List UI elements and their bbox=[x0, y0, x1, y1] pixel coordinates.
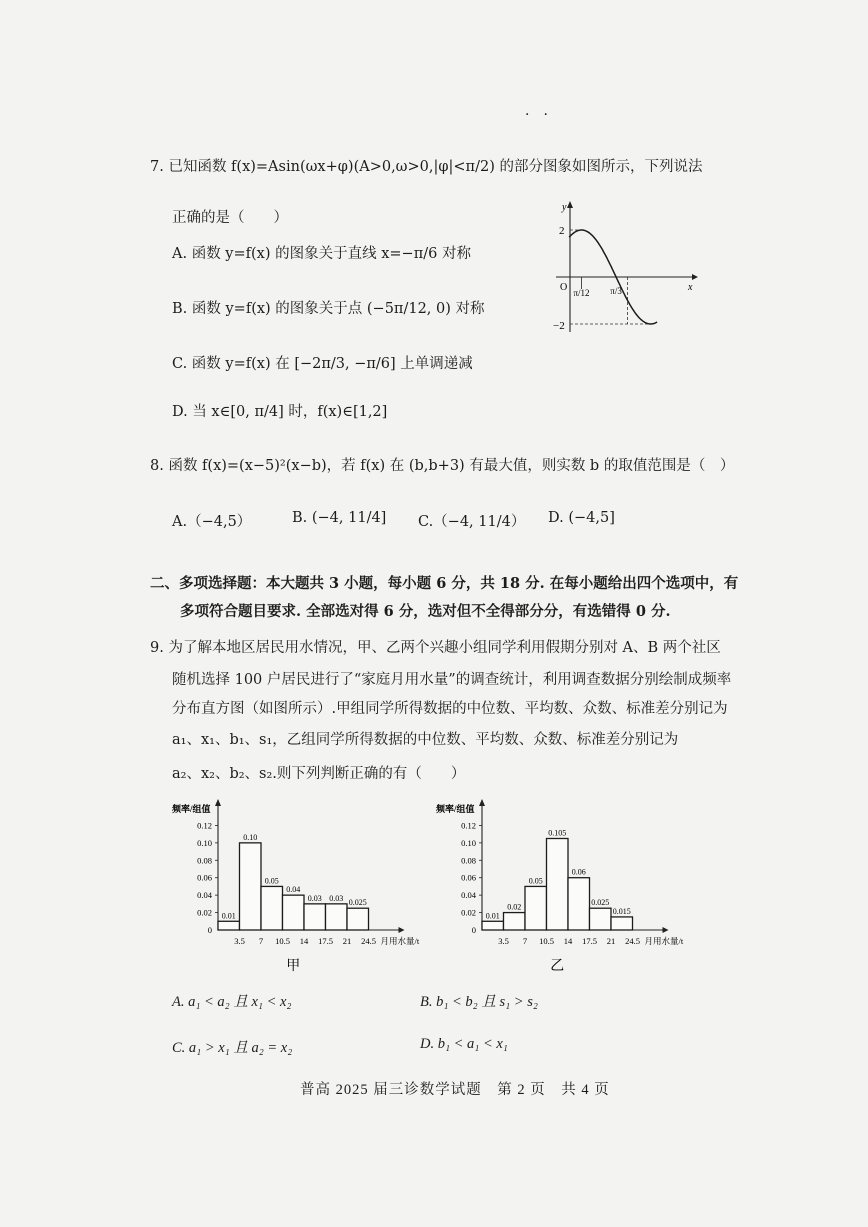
bar-value-label: 0.105 bbox=[548, 828, 567, 838]
bar-value-label: 0.015 bbox=[612, 906, 631, 916]
q8-option-d[interactable]: D. (−4,5] bbox=[548, 510, 615, 526]
x-tick-label: 21 bbox=[606, 936, 616, 946]
x-tick-label: 24.5 bbox=[361, 936, 376, 946]
q9-option-a[interactable]: A. a₁ < a₂ 且 x₁ < x₂ bbox=[172, 994, 292, 1010]
bar-value-label: 0.04 bbox=[286, 885, 301, 895]
bar-value-label: 0.03 bbox=[307, 893, 322, 903]
section-two-instructions: 多项符合题目要求. 全部选对得 6 分，选对但不全得部分分，有选错得 0 分. bbox=[180, 603, 671, 620]
y-tick-label: 0.02 bbox=[197, 907, 212, 918]
origin-label: O bbox=[560, 282, 568, 293]
q9-stem-line-1: 9. 为了解本地区居民用水情况，甲、乙两个兴趣小组同学利用假期分别对 A、B 两个社区 bbox=[150, 640, 721, 656]
x-tick-label: 3.5 bbox=[498, 936, 509, 946]
y-axis-arrow-icon bbox=[479, 799, 485, 806]
histogram-bar bbox=[525, 886, 547, 930]
y-axis-arrow-icon bbox=[567, 201, 573, 208]
histogram-bar bbox=[218, 921, 240, 930]
histogram-bar bbox=[611, 917, 633, 930]
histogram-bar bbox=[326, 904, 348, 930]
q7-option-c[interactable]: C. 函数 y=f(x) 在 [−2π/3, −π/6] 上单调递减 bbox=[172, 356, 473, 372]
x-tick-label: 24.5 bbox=[625, 936, 640, 946]
bar-value-label: 0.025 bbox=[348, 898, 367, 908]
x-tick-label: 17.5 bbox=[318, 936, 333, 946]
x-tick-label-pi-over-12: π/12 bbox=[573, 288, 590, 298]
q7-option-d[interactable]: D. 当 x∈[0, π/4] 时，f(x)∈[1,2] bbox=[172, 404, 388, 420]
x-tick-label: 7 bbox=[522, 936, 528, 946]
bar-value-label: 0.01 bbox=[485, 911, 500, 921]
q9-stem-line-2: 随机选择 100 户居民进行了“家庭月用水量”的调查统计，利用调查数据分别绘制成频率 bbox=[172, 672, 732, 688]
y-tick-label: 0.06 bbox=[197, 872, 212, 883]
bar-value-label: 0.025 bbox=[591, 898, 610, 908]
histogram-bar bbox=[304, 904, 326, 930]
sine-function-graph bbox=[550, 198, 700, 338]
q8-stem: 8. 函数 f(x)=(x−5)²(x−b)，若 f(x) 在 (b,b+3) 有最大值，则实数 b 的取值范围是（ ） bbox=[150, 458, 735, 474]
q9-option-b[interactable]: B. b₁ < b₂ 且 s₁ > s₂ bbox=[420, 994, 538, 1010]
histogram-bar bbox=[261, 886, 283, 930]
x-axis-arrow-icon bbox=[663, 927, 669, 933]
x-tick-label: 21 bbox=[342, 936, 352, 946]
x-tick-label-pi-over-3: π/3 bbox=[610, 286, 622, 296]
y-tick-label: 0.10 bbox=[461, 837, 476, 848]
chart-title: 甲 bbox=[286, 959, 301, 974]
histogram-bar bbox=[504, 913, 526, 930]
histogram-bar bbox=[547, 839, 569, 931]
histogram-bar bbox=[590, 908, 612, 930]
q7-option-a[interactable]: A. 函数 y=f(x) 的图象关于直线 x=−π/6 对称 bbox=[172, 246, 471, 262]
x-axis-arrow-icon bbox=[399, 927, 405, 933]
q9-option-d[interactable]: D. b₁ < a₁ < x₁ bbox=[420, 1036, 508, 1052]
y-tick-label: 0 bbox=[471, 925, 476, 935]
x-axis-label: 月用水量/t bbox=[380, 936, 420, 946]
y-tick-label: 0.10 bbox=[197, 837, 212, 848]
y-max-label: 2 bbox=[559, 225, 565, 237]
y-tick-label: 0 bbox=[207, 925, 212, 935]
y-axis-label: 频率/组值 bbox=[172, 804, 211, 814]
bar-value-label: 0.02 bbox=[507, 902, 522, 912]
q7-option-b[interactable]: B. 函数 y=f(x) 的图象关于点 (−5π/12, 0) 对称 bbox=[172, 301, 485, 317]
y-axis-arrow-icon bbox=[215, 799, 221, 806]
q7-stem: 7. 已知函数 f(x)=Asin(ωx+φ)(A>0,ω>0,|φ|<π/2) 的部分图象如图所示，下列说法 bbox=[150, 159, 703, 175]
x-axis-label: 月用水量/t bbox=[644, 936, 684, 946]
x-tick-label: 7 bbox=[258, 936, 264, 946]
bar-value-label: 0.06 bbox=[571, 867, 586, 877]
y-min-label: −2 bbox=[553, 320, 565, 332]
q9-stem-line-4: a₁、x₁、b₁、s₁，乙组同学所得数据的中位数、平均数、众数、标准差分别记为 bbox=[172, 732, 679, 748]
x-tick-label: 10.5 bbox=[275, 936, 290, 946]
y-tick-label: 0.08 bbox=[461, 855, 476, 866]
x-tick-label: 3.5 bbox=[234, 936, 245, 946]
page-footer: 普高 2025 届三诊数学试题 第 2 页 共 4 页 bbox=[300, 1082, 610, 1098]
x-tick-label: 14 bbox=[299, 936, 309, 946]
x-tick-label: 17.5 bbox=[582, 936, 597, 946]
histogram-jia bbox=[168, 798, 420, 978]
histogram-bar bbox=[568, 878, 590, 930]
y-tick-label: 0.06 bbox=[461, 872, 476, 883]
q9-option-c[interactable]: C. a₁ > x₁ 且 a₂ = x₂ bbox=[172, 1040, 293, 1056]
section-two-heading: 二、多项选择题：本大题共 3 小题，每小题 6 分，共 18 分. 在每小题给出四个选项中，有 bbox=[150, 575, 739, 592]
x-axis-arrow-icon bbox=[692, 274, 698, 280]
y-tick-label: 0.12 bbox=[461, 820, 476, 831]
scan-speck: · · bbox=[525, 107, 548, 123]
y-tick-label: 0.04 bbox=[197, 890, 212, 901]
q8-option-a[interactable]: A.（−4,5） bbox=[172, 514, 252, 530]
q9-stem-line-3: 分布直方图（如图所示）.甲组同学所得数据的中位数、平均数、众数、标准差分别记为 bbox=[172, 701, 728, 717]
bar-value-label: 0.05 bbox=[528, 876, 543, 886]
y-tick-label: 0.02 bbox=[461, 907, 476, 918]
x-axis-label: x bbox=[688, 282, 693, 293]
x-tick-label: 14 bbox=[563, 936, 573, 946]
histogram-bar bbox=[240, 843, 262, 930]
q8-option-c[interactable]: C.（−4, 11/4） bbox=[418, 514, 526, 530]
y-axis-label: y bbox=[562, 202, 567, 213]
bar-value-label: 0.05 bbox=[264, 876, 279, 886]
x-tick-label: 10.5 bbox=[539, 936, 554, 946]
bar-value-label: 0.01 bbox=[221, 911, 236, 921]
chart-title: 乙 bbox=[550, 959, 565, 974]
y-tick-label: 0.08 bbox=[197, 855, 212, 866]
q9-stem-line-5: a₂、x₂、b₂、s₂.则下列判断正确的有（ ） bbox=[172, 766, 466, 782]
q8-option-b[interactable]: B. (−4, 11/4] bbox=[292, 510, 387, 526]
y-tick-label: 0.12 bbox=[197, 820, 212, 831]
bar-value-label: 0.03 bbox=[329, 893, 344, 903]
y-axis-label: 频率/组值 bbox=[436, 804, 475, 814]
histogram-bar bbox=[347, 908, 369, 930]
q7-stem-continued: 正确的是（ ） bbox=[172, 210, 288, 226]
y-tick-label: 0.04 bbox=[461, 890, 476, 901]
histogram-bar bbox=[283, 895, 305, 930]
histogram-yi bbox=[432, 798, 702, 978]
histogram-bar bbox=[482, 921, 504, 930]
bar-value-label: 0.10 bbox=[243, 832, 258, 842]
